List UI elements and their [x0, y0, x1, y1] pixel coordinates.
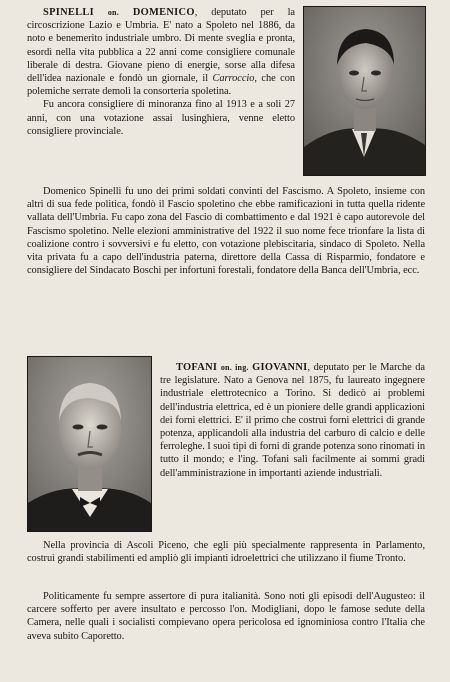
tofani-title: on. ing.: [220, 363, 249, 372]
tofani-portrait: [27, 356, 152, 532]
spinelli-bio: [27, 6, 295, 138]
spinelli-portrait: [303, 6, 426, 176]
tofani-surname: TOFANI: [176, 362, 218, 373]
spinelli-para2: Fu ancora consigliere di minoranza fino al 1913 e a soli 27 anni, con una votazione assai lusinghiera, venne eletto consigliere provinciale.: [27, 99, 295, 137]
tofani-para2-block: [27, 539, 425, 565]
tofani-para3-block: [27, 590, 425, 643]
tofani-intro: , deputato per le Marche da tre legislature. Nato a Genova nel 1875, fu laureato ingegnere industriale elettrotecnico a Torino. Si dedicò ai problemi dell'industria elettrica, ed è un pioniere delle grandi applicazioni dei forni elettrici. E' il primo che costruì forni elettrici di grande potenza, applicandoli alla industria del carburo di calcio e delle ferroleghe. I suoi tipi di forni di grande potenza sono rinomati in tutto il mondo; e l'ing. Tofani salì facilmente ai sommi gradi dell'amministrazione in importanti aziende industriali.: [160, 362, 426, 479]
spinelli-intro-end: che con polemiche serrate demolì la consorteria spoletina.: [27, 73, 295, 98]
spinelli-title: on.: [107, 8, 119, 17]
tofani-para2: Nella provincia di Ascoli Piceno, che egli più specialmente rappresenta in Parlamento, costruì grandi stabilimenti ed ampliò gli impianti idroelettrici che utilizzano il fiume Tronto.: [27, 540, 425, 565]
tofani-bio: [160, 361, 425, 480]
tofani-firstname: GIOVANNI: [252, 362, 308, 373]
spinelli-para3: Domenico Spinelli fu uno dei primi soldati convinti del Fascismo. A Spoleto, insieme con altri di sua fede politica, fondò il Fascio spoletino che ebbe ramificazioni in tutta quella ridente vallata dell'Umbria. Fu capo zona del Fascio di combattimento e dal 1921 è capo autorevole del Fascismo spoletino. Nelle elezioni amministrative del 1922 il suo nome fece trionfare la lista di coalizione contro i sovversivi e fu eletto, con votazione plebiscitaria, sindaco di Spoleto. Nella vita privata fu a capo dell'industria paterna, direttore della Cassa di Risparmio, fondatore e consigliere del Sindacato Boschi per infortuni forestali, fondatore della Banca dell'Umbria, ecc.: [27, 186, 425, 277]
spinelli-para3-block: [27, 185, 425, 277]
spinelli-firstname: DOMENICO: [132, 7, 195, 18]
spinelli-intro: , deputato per la circoscrizione Lazio e Umbria. E' nato a Spoleto nel 1886, da noto e benemerito industriale umbro. Di mente sveglia e pronta, esordì nella vita pubblica a 22 anni come consigliere comunale liberale di destra. Giovane pieno di energie, sorse alla difesa dell'idea nazionale e fondò un giornale, il: [27, 7, 295, 85]
spinelli-surname: SPINELLI: [43, 7, 94, 18]
tofani-para3: Politicamente fu sempre assertore di pura italianità. Sono noti gli episodi dell'Augusteo: il carcere sofferto per avere insultato e percosso l'on. Modigliani, dopo le famose sedute della Camera, nelle quali i socialisti compievano opera pericolosa ed ignominiosa contro l'Italia che aveva subito Caporetto.: [27, 591, 425, 642]
spinelli-newspaper: Carroccio,: [212, 73, 257, 85]
